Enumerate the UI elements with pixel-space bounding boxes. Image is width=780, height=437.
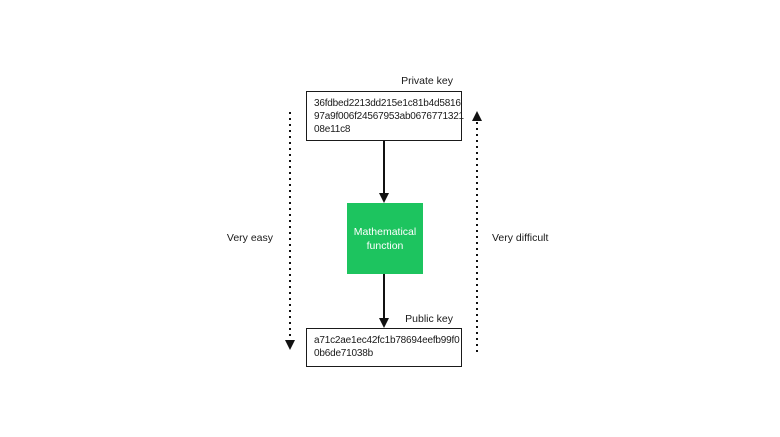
mathematical-function-box	[347, 203, 423, 274]
private-key-box	[306, 91, 462, 141]
private-key-label: Private key	[401, 75, 453, 87]
public-key-value-line: 0b6de71038b	[314, 348, 373, 359]
arrow-down-icon	[379, 193, 389, 203]
private-key-value-line: 97a9f006f24567953ab0676771321	[314, 111, 464, 122]
arrow-up-icon	[472, 111, 482, 121]
private-key-value-line: 36fdbed2213dd215e1c81b4d5816	[314, 98, 461, 109]
public-key-label: Public key	[405, 313, 453, 325]
very-difficult-dotted-line	[476, 122, 478, 352]
arrow-down-icon	[285, 340, 295, 350]
very-easy-dotted-line	[289, 112, 291, 340]
function-box-label-line: Mathematical	[353, 225, 417, 238]
function-box-label-line: function	[366, 239, 404, 252]
very-easy-label: Very easy	[226, 232, 273, 244]
very-difficult-label: Very difficult	[492, 232, 549, 244]
flow-arrow-private-to-function	[383, 141, 385, 195]
public-key-value-line: a71c2ae1ec42fc1b78694eefb99f0	[314, 335, 460, 346]
public-key-box	[306, 328, 462, 367]
private-key-value-line: 08e11c8	[314, 124, 351, 135]
